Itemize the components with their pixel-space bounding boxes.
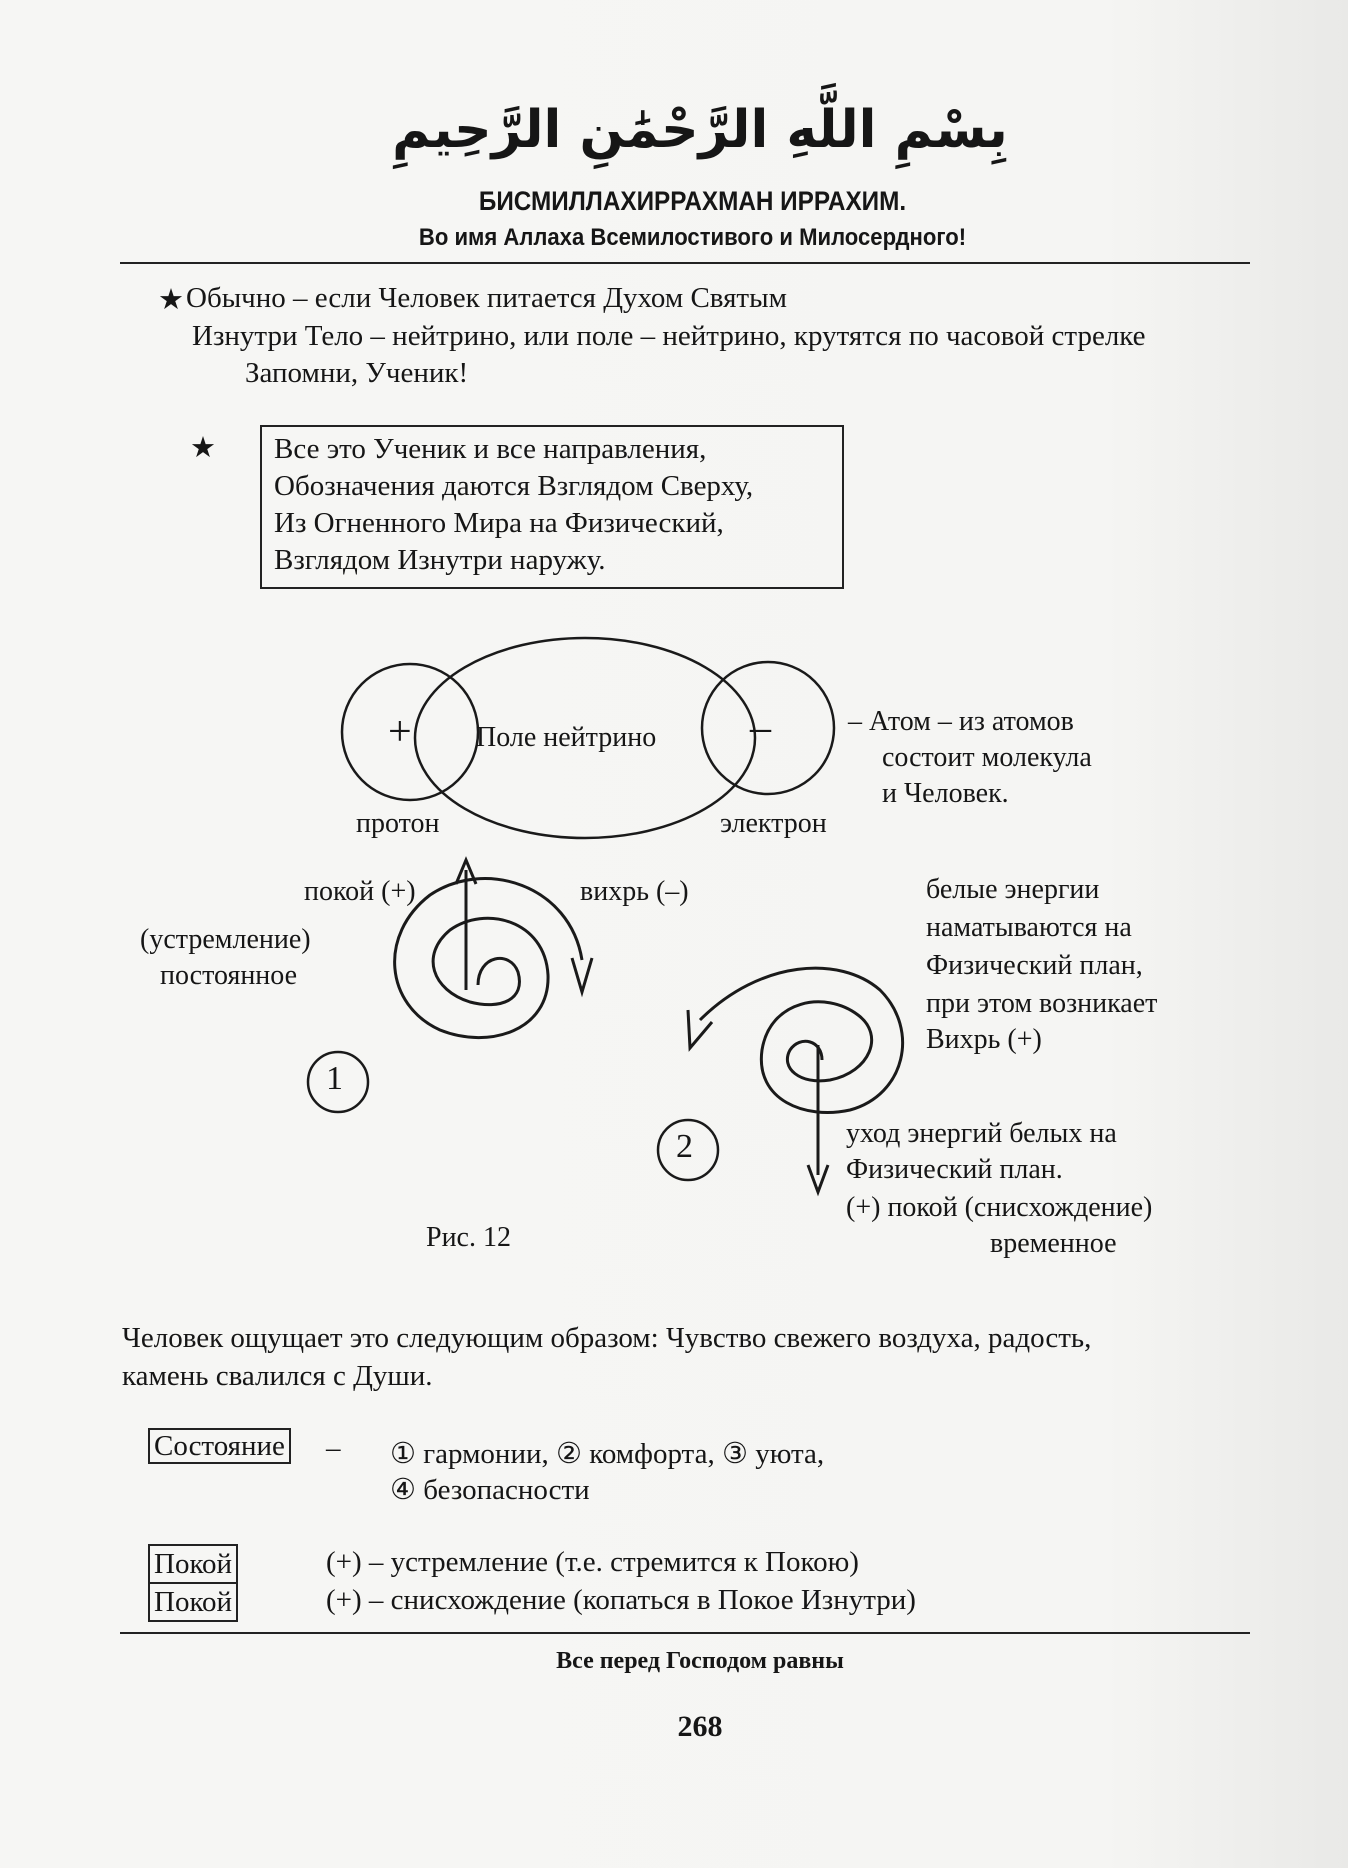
minus-sign: – xyxy=(750,705,771,751)
box-line-1: Все это Ученик и все направления, xyxy=(274,433,707,465)
header-title: БИСМИЛЛАХИРРАХМАН ИРРАХИМ. xyxy=(478,186,907,216)
atom-line-1: – Атом – из атомов xyxy=(848,706,1074,737)
leave-line-2: Физический план. xyxy=(846,1154,1063,1185)
box-line-4: Взглядом Изнутри наружу. xyxy=(274,544,606,576)
spiral-1 xyxy=(395,860,592,1038)
intro-line-2: Изнутри Тело – нейтрино, или поле – нейтрино, крутятся по часовой стрелке xyxy=(192,320,1146,352)
footer-rule xyxy=(120,1632,1250,1634)
state-label: Состояние xyxy=(148,1428,291,1464)
number-2: 2 xyxy=(676,1128,693,1165)
box-star: ★ xyxy=(190,432,216,464)
plus-sign: + xyxy=(388,709,412,755)
white-energy-line-4: при этом возникает xyxy=(926,988,1158,1019)
neutrino-field-label: Поле нейтрино xyxy=(476,722,657,753)
white-energy-line-2: наматываются на xyxy=(926,912,1132,943)
leave-line-4: временное xyxy=(990,1228,1117,1259)
arabic-basmala: بِسْمِ اللَّهِ الرَّحْمَٰنِ الرَّحِيمِ xyxy=(392,100,1008,160)
intro-line-3: Запомни, Ученик! xyxy=(245,357,469,389)
rest-label-2: Покой xyxy=(148,1584,238,1622)
white-energy-line-3: Физический план, xyxy=(926,950,1143,981)
white-energy-line-5: Вихрь (+) xyxy=(926,1024,1042,1055)
rest-label-1: Покой xyxy=(148,1544,238,1584)
rest-text-1: (+) – устремление (т.е. стремится к Покою) xyxy=(326,1546,859,1578)
rest-text-2: (+) – снисхождение (копаться в Покое Изнутри) xyxy=(326,1584,916,1616)
body-paragraph-line-2: камень свалился с Души. xyxy=(122,1360,433,1392)
page-number: 268 xyxy=(677,1710,723,1743)
rest-label: покой (+) xyxy=(304,876,416,907)
leave-line-1: уход энергий белых на xyxy=(846,1118,1117,1149)
intro-star: ★ xyxy=(158,284,184,316)
aspiration-label: (устремление) xyxy=(140,924,311,955)
proton-label: протон xyxy=(356,808,440,839)
number-1: 1 xyxy=(326,1060,343,1097)
electron-label: электрон xyxy=(720,808,827,839)
intro-line-1: Обычно – если Человек питается Духом Святым xyxy=(186,282,787,314)
atom-line-3: и Человек. xyxy=(882,778,1009,809)
body-paragraph-line-1: Человек ощущает это следующим образом: Чувство свежего воздуха, радость, xyxy=(122,1322,1092,1354)
state-label-box xyxy=(148,1430,291,1463)
state-dash: – xyxy=(326,1432,341,1464)
atom-line-2: состоит молекула xyxy=(882,742,1092,773)
vortex-label: вихрь (–) xyxy=(580,876,689,907)
rest-labels-box xyxy=(148,1544,238,1622)
white-energy-line-1: белые энергии xyxy=(926,874,1100,905)
box-line-3: Из Огненного Мира на Физический, xyxy=(274,507,724,539)
constant-label: постоянное xyxy=(160,960,298,991)
footer-motto: Все перед Господом равны xyxy=(556,1648,844,1674)
state-line-1: ① гармонии, ② комфорта, ③ уюта, xyxy=(390,1438,825,1470)
state-line-2: ④ безопасности xyxy=(390,1474,590,1506)
leave-line-3: (+) покой (снисхождение) xyxy=(846,1192,1153,1223)
box-line-2: Обозначения даются Взглядом Сверху, xyxy=(274,470,754,502)
header-subtitle: Во имя Аллаха Всемилостивого и Милосердного! xyxy=(418,224,967,251)
figure-caption: Рис. 12 xyxy=(426,1222,511,1253)
